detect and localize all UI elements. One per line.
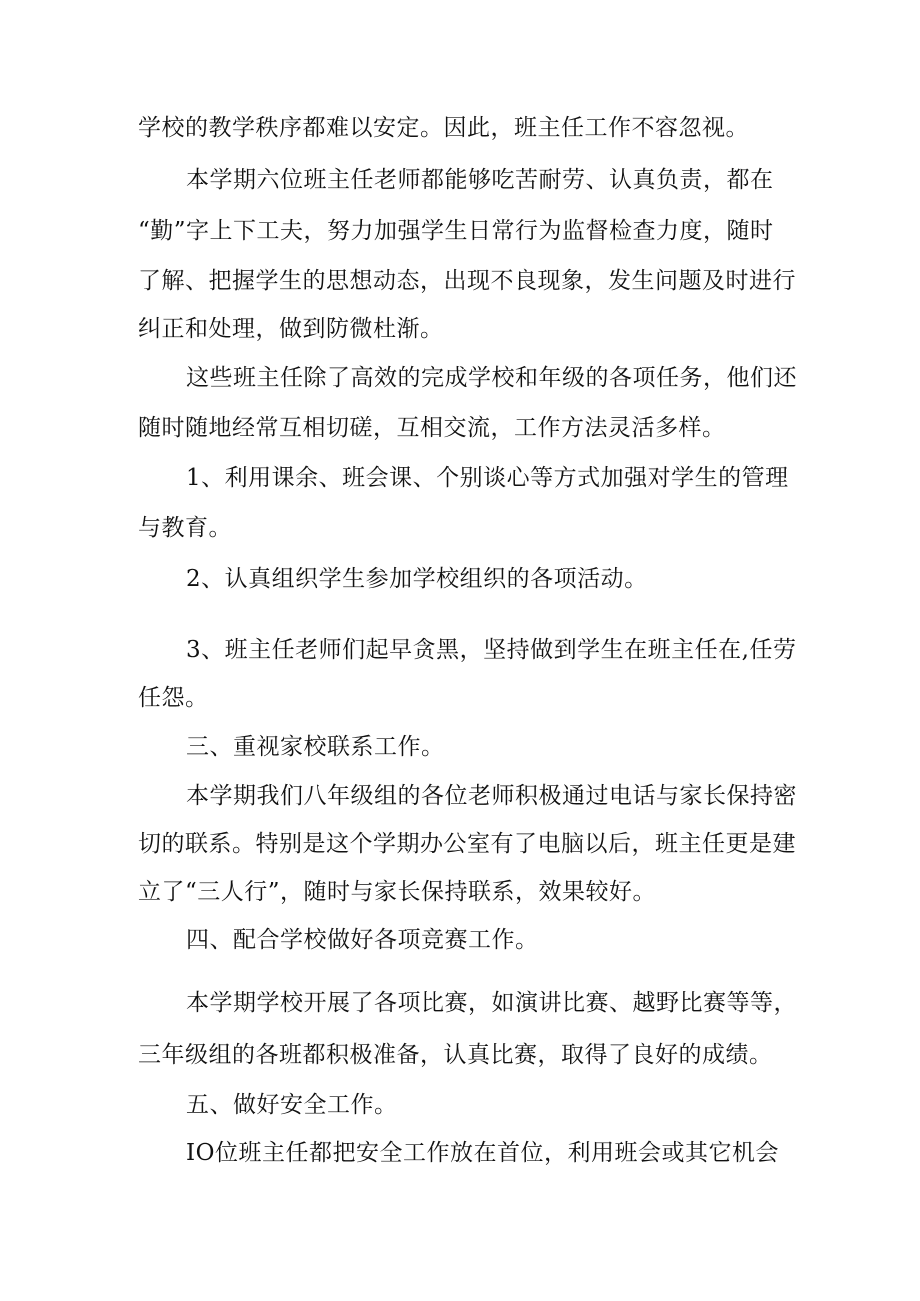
text-line-15: 切的联系。特别是这个学期办公室有了电脑以后，班主任更是建 (138, 831, 796, 857)
text-line-16: 立了“三人行”，随时与家长保持联系，效果较好。 (138, 879, 657, 905)
text-line-12: 任怨。 (138, 685, 209, 711)
text-line-6: 这些班主任除了高效的完成学校和年级的各项任务，他们还 (186, 365, 797, 391)
text-line-21: IO位班主任都把安全工作放在首位，利用班会或其它机会 (186, 1140, 779, 1166)
text-line-11: 3、班主任老师们起早贪黑，坚持做到学生在班主任在,任劳 (186, 637, 797, 663)
text-line-18: 本学期学校开展了各项比赛，如演讲比赛、越野比赛等等， (186, 990, 797, 1016)
text-line-8: 1、利用课余、班会课、个别谈心等方式加强对学生的管理 (186, 465, 789, 491)
text-line-5: 纠正和处理，做到防微杜渐。 (138, 316, 444, 342)
text-line-14: 本学期我们八年级组的各位老师积极通过电话与家长保持密 (186, 783, 797, 809)
text-line-9: 与教育。 (138, 515, 232, 541)
text-line-1: 学校的教学秩序都难以安定。因此，班主任工作不容忽视。 (138, 115, 749, 141)
text-line-20: 五、做好安全工作。 (186, 1092, 398, 1118)
text-line-7: 随时随地经常互相切磋，互相交流，工作方法灵活多样。 (138, 415, 726, 441)
text-line-19: 三年级组的各班都积极准备，认真比赛，取得了良好的成绩。 (138, 1042, 773, 1068)
text-line-10: 2、认真组织学生参加学校组织的各项活动。 (186, 566, 648, 592)
text-line-2: 本学期六位班主任老师都能够吃苦耐劳、认真负责，都在 (186, 167, 774, 193)
text-line-3: “勤”字上下工夫，努力加强学生日常行为监督检查力度，随时 (138, 218, 774, 244)
text-line-17: 四、配合学校做好各项竞赛工作。 (186, 927, 539, 953)
text-line-13: 三、重视家校联系工作。 (186, 734, 445, 760)
text-line-4: 了解、把握学生的思想动态，出现不良现象，发生问题及时进行 (138, 268, 796, 294)
